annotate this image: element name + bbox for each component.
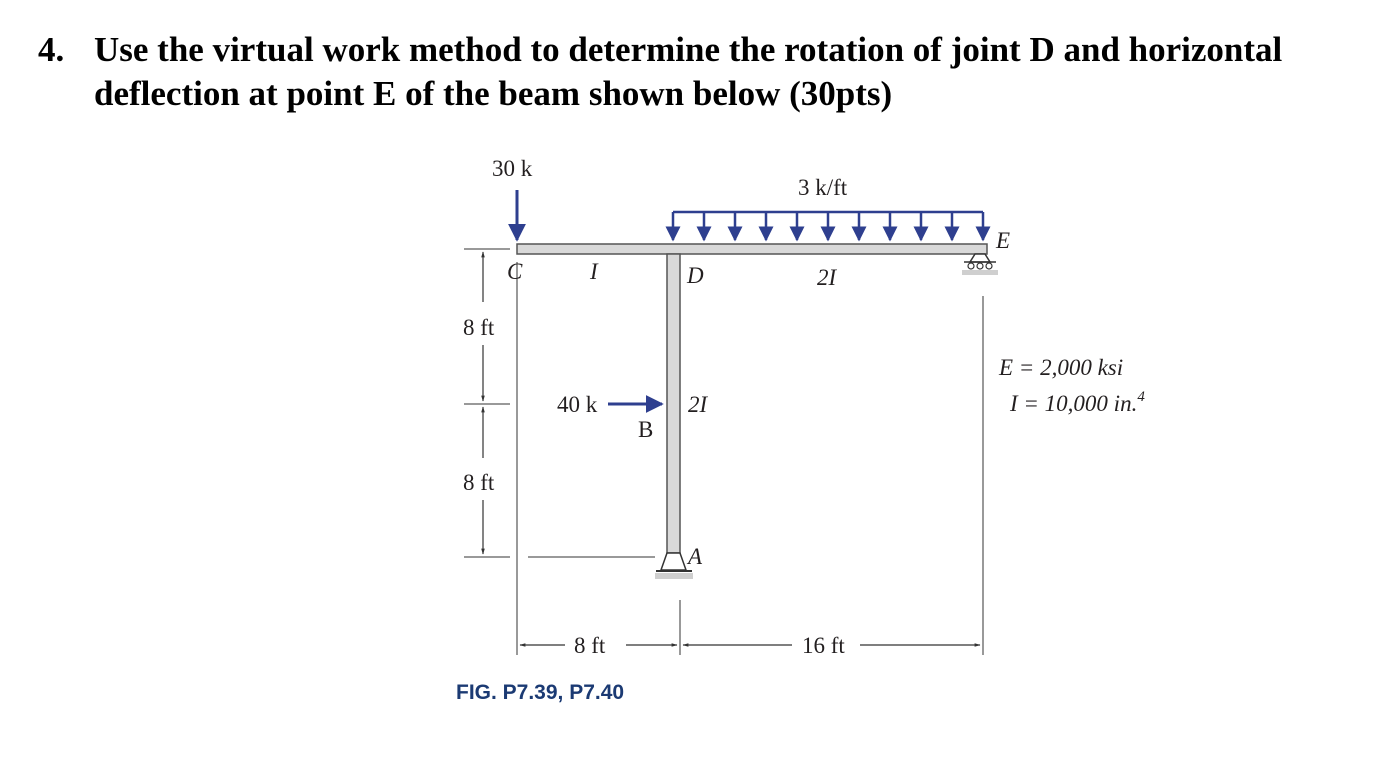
distributed-load-label: 3 k/ft [798, 175, 848, 200]
roller-support-E [962, 254, 998, 275]
property-I [1009, 389, 1145, 416]
figure-caption: FIG. P7.39, P7.40 [456, 681, 625, 704]
stiffness-column: 2I [688, 392, 708, 417]
point-label-B: B [638, 417, 654, 442]
distributed-load [673, 212, 983, 240]
extension-lines [464, 249, 983, 655]
property-E: E = 2,000 ksi [999, 355, 1124, 380]
point-label-D: D [687, 263, 704, 288]
dimension-h-right: 16 ft [802, 633, 845, 658]
problem-number: 4. [38, 30, 65, 69]
property-I-exponent: 4 [1137, 389, 1145, 405]
column-DA [667, 254, 680, 553]
dimension-v-lower: 8 ft [463, 470, 495, 495]
beam-CE [517, 244, 987, 254]
property-I-value: I = 10,000 in. [1010, 391, 1138, 416]
point-label-E: E [996, 228, 1011, 253]
dimension-h-left: 8 ft [574, 633, 606, 658]
stiffness-cantilever: I [590, 259, 598, 284]
stiffness-beam: 2I [817, 265, 837, 290]
dimension-v-upper: 8 ft [463, 315, 495, 340]
point-load-label: 30 k [492, 156, 533, 181]
point-label-C: C [507, 259, 523, 284]
point-label-A: A [688, 544, 703, 569]
problem-text: Use the virtual work method to determine the rotation of joint D and horizontal deflection at point E of the beam shown below (30pts) [94, 30, 1283, 113]
horizontal-load-label: 40 k [557, 392, 598, 417]
